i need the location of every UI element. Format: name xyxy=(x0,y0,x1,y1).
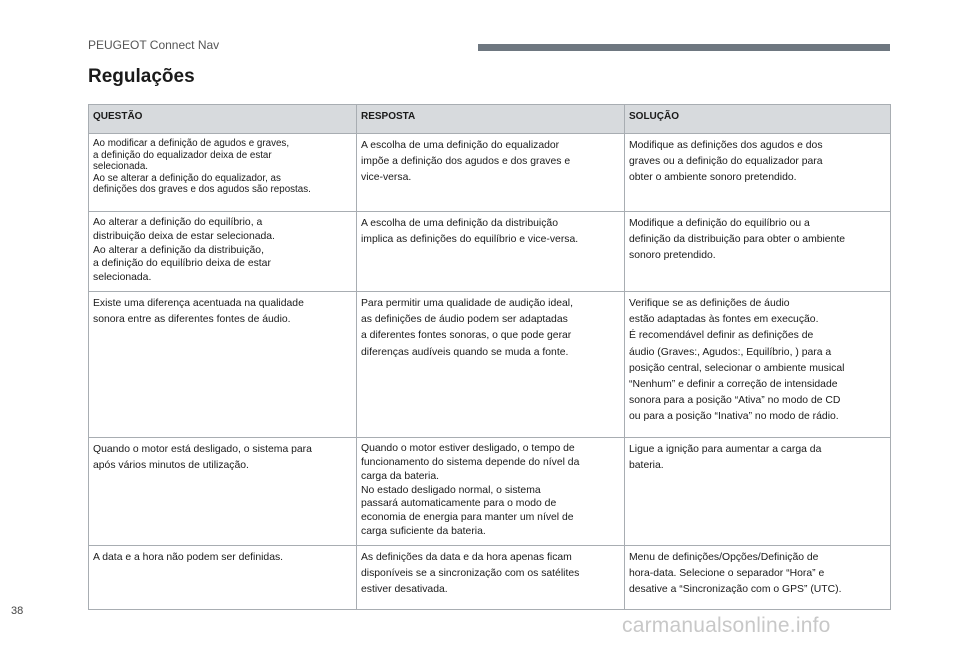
column-header-question: QUESTÃO xyxy=(89,105,357,134)
question-cell: Quando o motor está desligado, o sistema para após vários minutos de utilização. xyxy=(89,438,357,546)
page-number: 38 xyxy=(11,605,24,617)
header-label: PEUGEOT Connect Nav xyxy=(88,38,220,52)
solution-cell: Modifique a definição do equilíbrio ou a definição da distribuição para obter o ambiente sonoro pretendido. xyxy=(625,212,891,292)
solution-cell: Modifique as definições dos agudos e dos graves ou a definição do equalizador para obter o ambiente sonoro pretendido. xyxy=(625,134,891,212)
header-bar xyxy=(478,44,890,51)
faq-table xyxy=(88,104,891,610)
solution-cell: Menu de definições/Opções/Definição de hora-data. Selecione o separador “Hora” e desative a “Sincronização com o GPS” (UTC). xyxy=(625,545,891,609)
answer-cell: A escolha de uma definição do equalizador impõe a definição dos agudos e dos graves e vice-versa. xyxy=(357,134,625,212)
table-row xyxy=(89,292,891,438)
question-cell: Existe uma diferença acentuada na qualidade sonora entre as diferentes fontes de áudio. xyxy=(89,292,357,438)
page-title: Regulações xyxy=(88,66,195,87)
question-cell: Ao alterar a definição do equilíbrio, a distribuição deixa de estar selecionada. Ao alterar a definição da distribuição, a definição do equilíbrio deixa de estar selecionada. xyxy=(89,212,357,292)
table-row xyxy=(89,438,891,546)
table-row xyxy=(89,134,891,212)
watermark: carmanualsonline.info xyxy=(622,614,831,637)
answer-cell: Para permitir uma qualidade de audição ideal, as definições de áudio podem ser adaptadas a diferentes fontes sonoras, o que pode gerar diferenças audíveis quando se muda a fonte. xyxy=(357,292,625,438)
question-cell: A data e a hora não podem ser definidas. xyxy=(89,545,357,609)
solution-cell: Ligue a ignição para aumentar a carga da bateria. xyxy=(625,438,891,546)
answer-cell: Quando o motor estiver desligado, o tempo de funcionamento do sistema depende do nível da carga da bateria. No estado desligado normal, o sistema passará automaticamente para o modo de economia de energia para manter um nível de carga suficiente da bateria. xyxy=(357,438,625,546)
question-cell: Ao modificar a definição de agudos e graves, a definição do equalizador deixa de estar selecionada. Ao se alterar a definição do equalizador, as definições dos graves e dos agudos são repostas. xyxy=(89,134,357,212)
answer-cell: A escolha de uma definição da distribuição implica as definições do equilíbrio e vice-versa. xyxy=(357,212,625,292)
table-header-row xyxy=(89,105,891,134)
table-row xyxy=(89,212,891,292)
answer-cell: As definições da data e da hora apenas ficam disponíveis se a sincronização com os satélites estiver desativada. xyxy=(357,545,625,609)
table-row xyxy=(89,545,891,609)
solution-cell: Verifique se as definições de áudio estão adaptadas às fontes em execução. É recomendável definir as definições de áudio (Graves:, Agudos:, Equilíbrio, ) para a posição central, selecionar o ambiente musical “Nenhum” e definir a correção de intensidade sonora para a posição “Ativa” no modo de CD ou para a posição “Inativa” no modo de rádio. xyxy=(625,292,891,438)
column-header-answer: RESPOSTA xyxy=(357,105,625,134)
column-header-solution: SOLUÇÃO xyxy=(625,105,891,134)
